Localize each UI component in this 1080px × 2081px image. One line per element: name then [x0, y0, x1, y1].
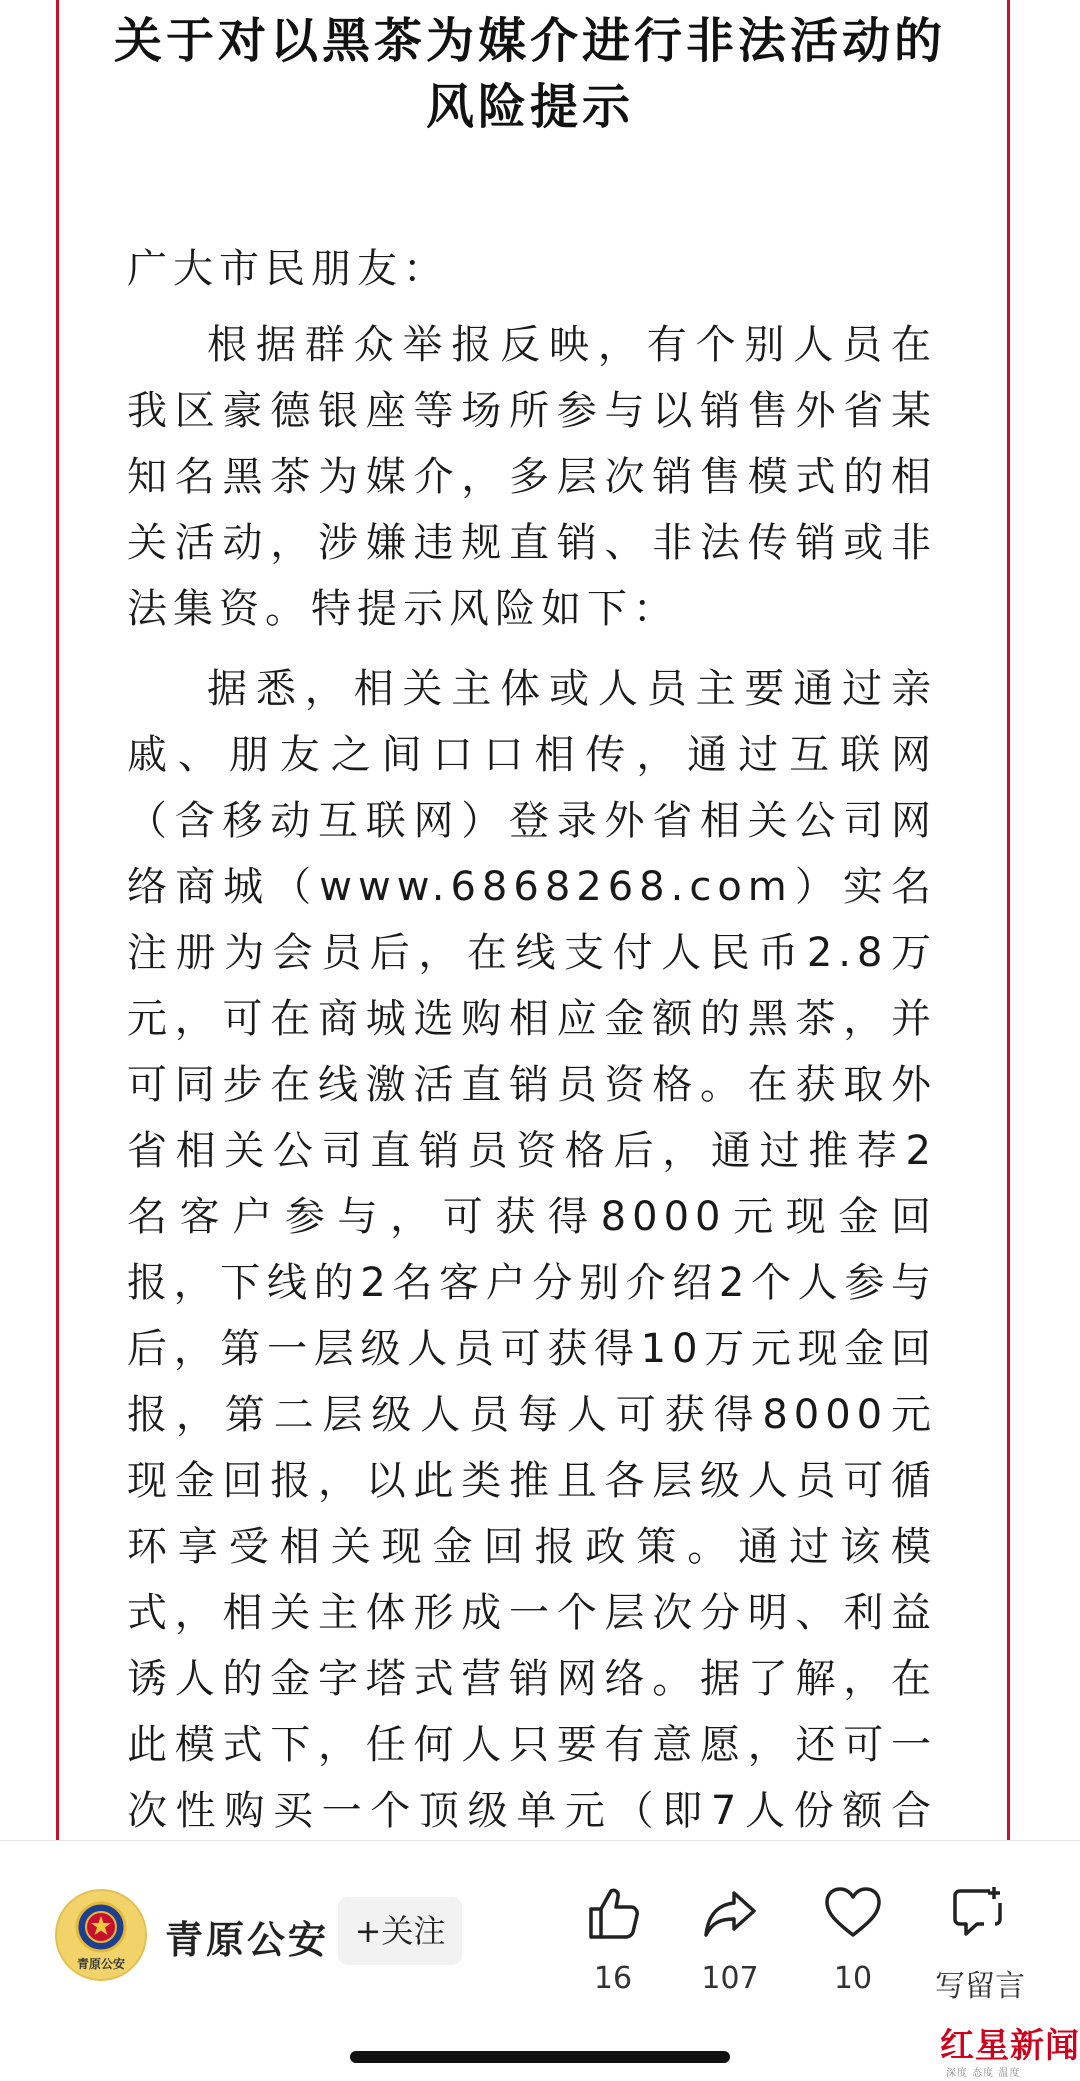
account-avatar[interactable]: [55, 1889, 147, 1981]
like-button[interactable]: [558, 1883, 668, 1996]
share-count: 107: [701, 1961, 759, 1996]
home-indicator[interactable]: [350, 2051, 730, 2063]
like-icon: [583, 1883, 643, 1943]
comment-label: 写留言: [935, 1969, 1025, 2004]
share-icon: [700, 1883, 760, 1943]
follow-button[interactable]: +关注: [338, 1897, 462, 1965]
police-badge-icon: [75, 1901, 127, 1953]
paragraph-1: 根据群众举报反映，有个别人员在我区豪德银座等场所参与以销售外省某知名黑茶为媒介，多层次销售模式的相关活动，涉嫌违规直销、非法传销或非法集资。特提示风险如下：: [127, 322, 937, 632]
watermark-text: 红星新闻: [940, 2026, 1080, 2066]
heart-icon: [823, 1883, 883, 1943]
comment-button[interactable]: [920, 1883, 1040, 2005]
left-red-border: [56, 0, 59, 1840]
document-body: [127, 236, 937, 1910]
watermark-logo: [940, 2026, 1080, 2079]
watermark-subtext: 深度 态度 温度: [946, 2068, 1021, 2079]
document-title: [90, 8, 970, 140]
right-red-border: [1007, 0, 1010, 1840]
like-count: 16: [593, 1961, 633, 1996]
document-title-line2: 风险提示: [425, 79, 634, 135]
document-title-line1: 关于对以黑茶为媒介进行非法活动的: [113, 13, 946, 69]
comment-icon: [950, 1883, 1010, 1943]
bottom-action-bar: [0, 1840, 1080, 2081]
favorite-button[interactable]: [798, 1883, 908, 1996]
favorite-count: 10: [833, 1961, 873, 1996]
salutation: 广大市民朋友：: [127, 246, 449, 292]
share-button[interactable]: [675, 1883, 785, 1996]
avatar-label: 青原公安: [76, 1957, 125, 1971]
account-name[interactable]: 青原公安: [165, 1918, 330, 1962]
paragraph-2: 据悉，相关主体或人员主要通过亲戚、朋友之间口口相传，通过互联网（含移动互联网）登录外省相关公司网络商城（www.6868268.com）实名注册为会员后，在线支付人民币2.8万元，可在商城选购相应金额的黑茶，并可同步在线激活直销员资格。在获取外省相关公司直销员资格后，通过推荐2名客户参与，可获得8000元现金回报，下线的2名客户分别介绍2个人参与后，第一层级人员可获得10万元现金回报，第二层级人员每人可获得8000元现金回报，以此类推且各层级人员可循环享受相关现金回报政策。通过该模式，相关主体形成一个层次分明、利益诱人的金字塔式营销网络。据了解，在此模式下，任何人只要有意愿，还可一次性购买一个顶级单元（即7人份额合: [127, 666, 937, 1834]
